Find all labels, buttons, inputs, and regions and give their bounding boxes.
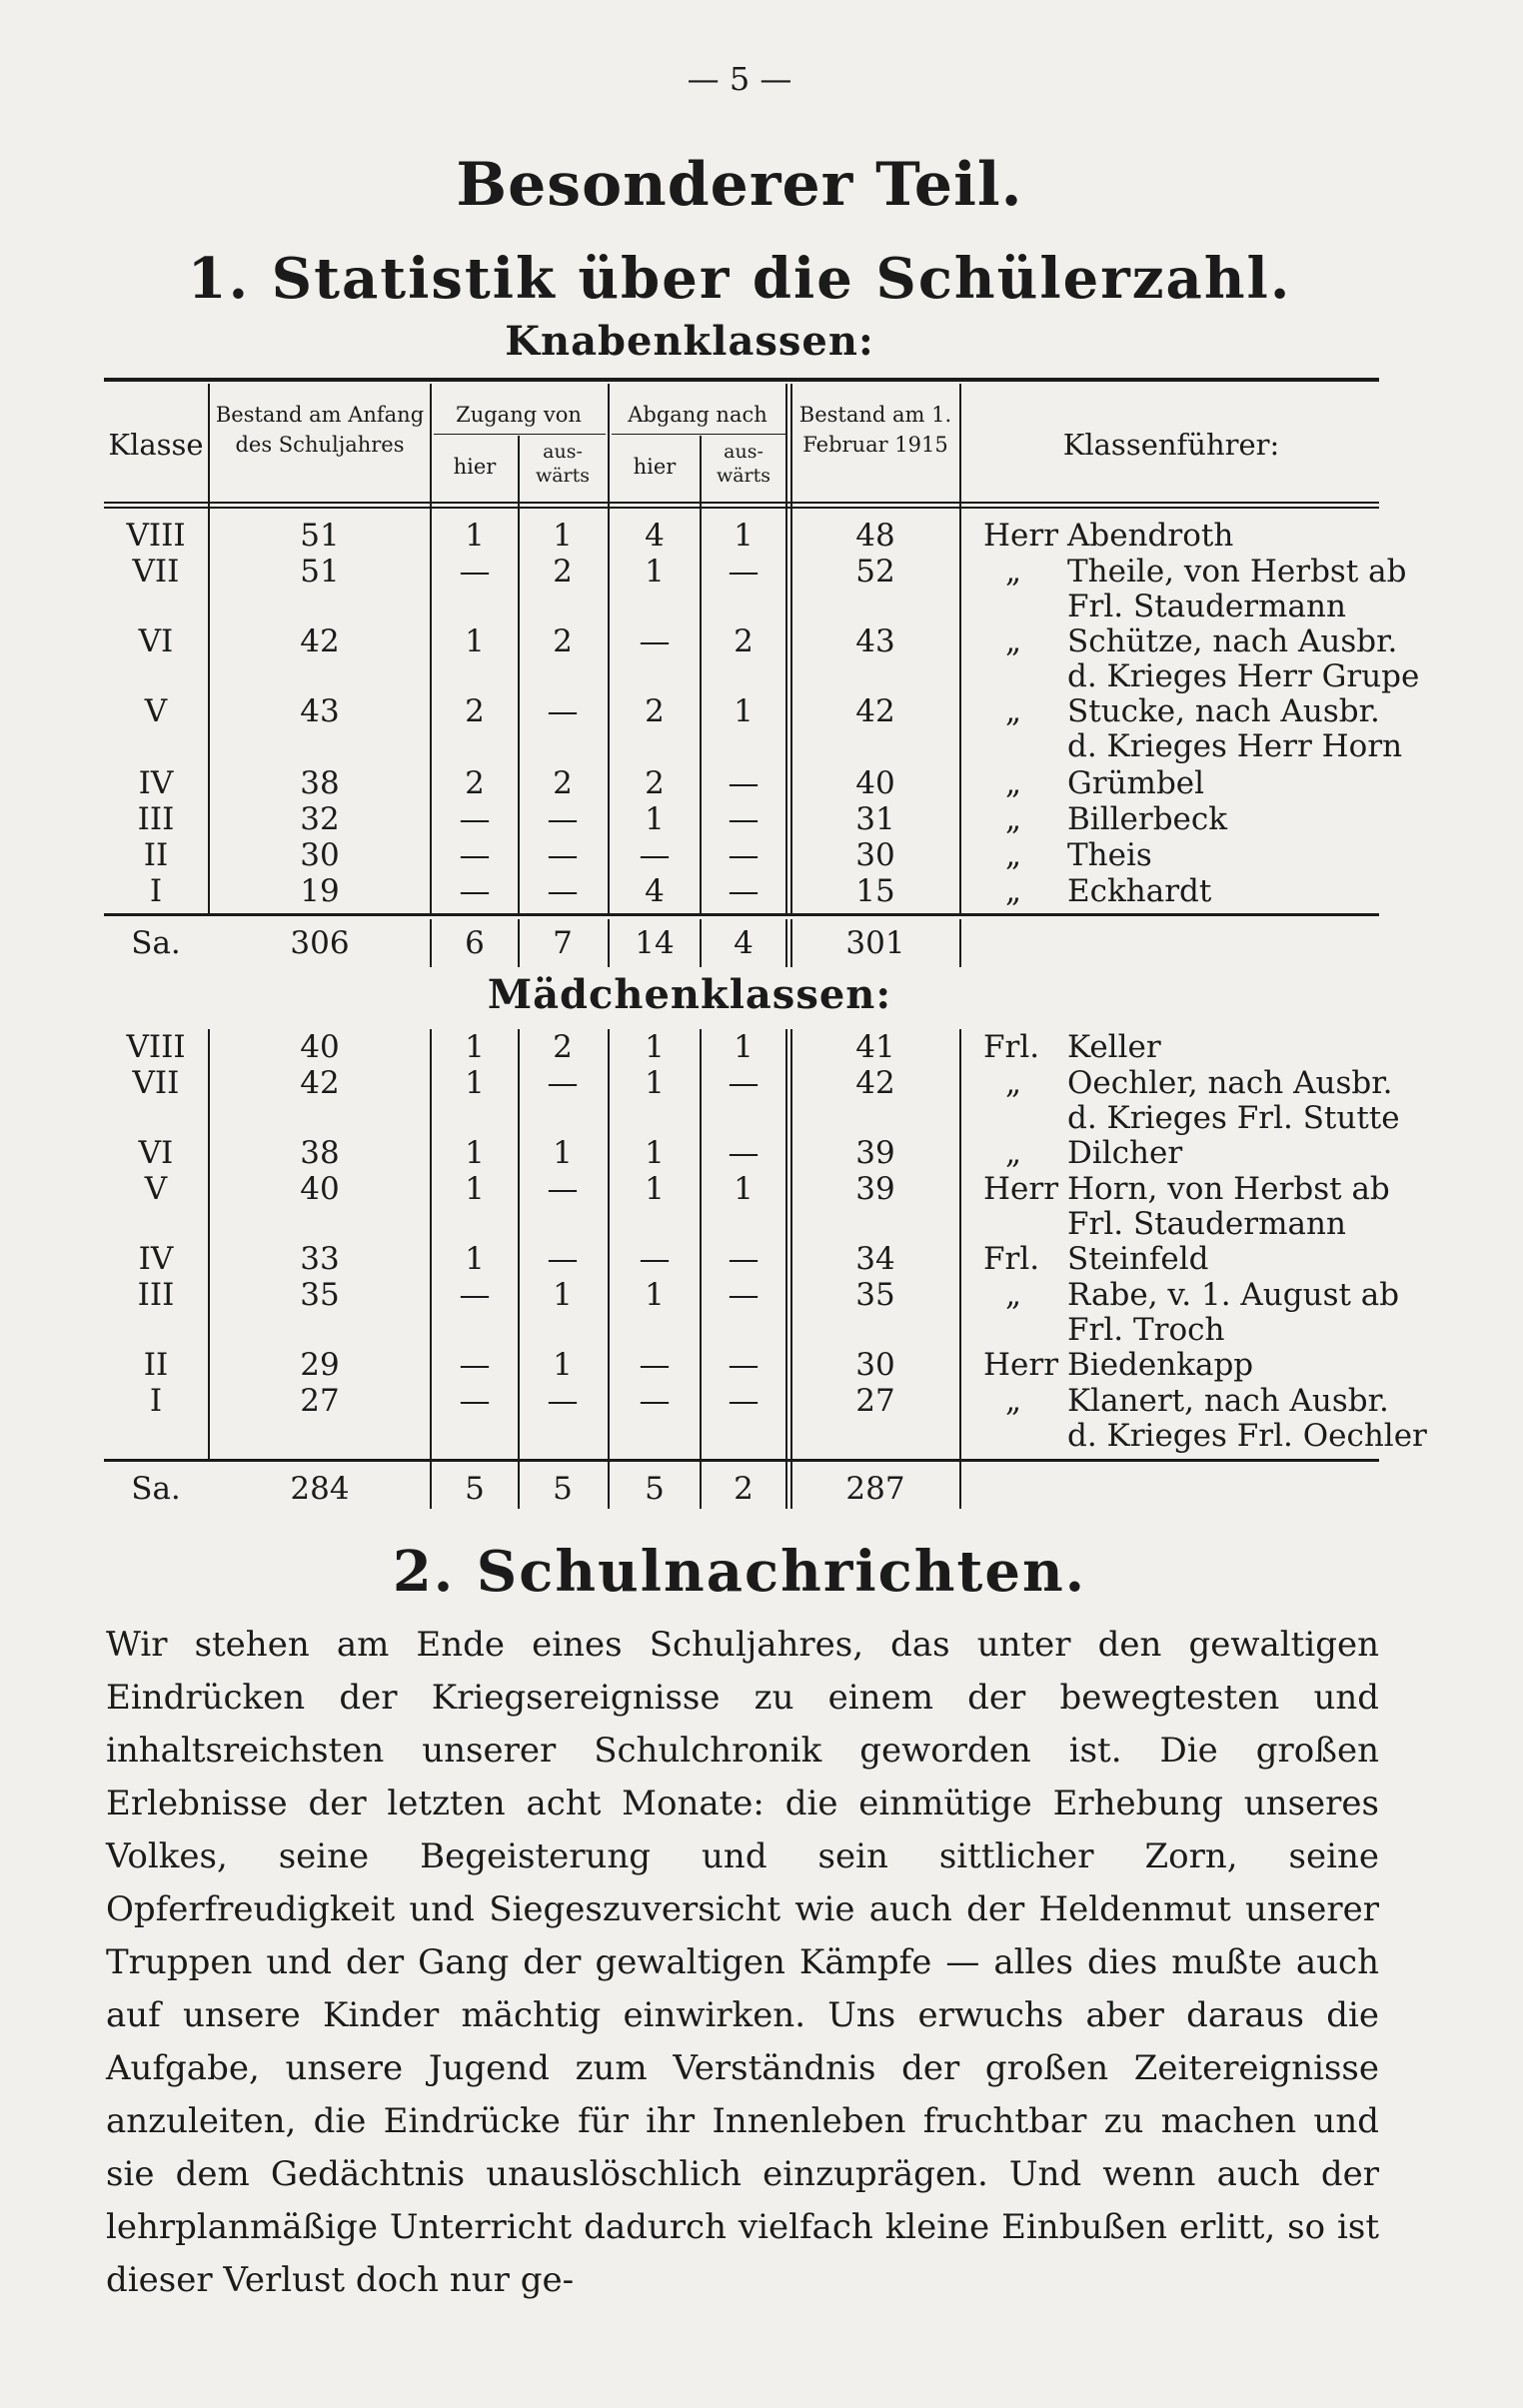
teacher-name: Biedenkapp xyxy=(1067,1347,1254,1383)
cell-ab-hier: 1 xyxy=(645,1135,665,1171)
teacher-prefix: „ xyxy=(1005,1383,1022,1419)
sum-zu-hier: 6 xyxy=(465,925,485,961)
section1-heading: 1. Statistik über die Schülerzahl. xyxy=(187,246,1292,312)
cell-zu-aus: 2 xyxy=(553,1029,573,1065)
cell-klasse: VII xyxy=(132,1065,180,1101)
cell-anfang: 38 xyxy=(300,765,340,801)
table-row xyxy=(0,765,1523,801)
sum-zu-aus: 7 xyxy=(553,925,573,961)
header-zugang-hier: hier xyxy=(453,455,497,479)
sum-feb: 301 xyxy=(845,925,905,961)
teacher-name: Stucke, nach Ausbr. xyxy=(1067,693,1380,729)
teacher-name: Oechler, nach Ausbr. xyxy=(1067,1065,1393,1101)
teacher-name: Keller xyxy=(1067,1029,1161,1065)
cell-ab-aus: — xyxy=(728,837,760,873)
cell-zu-hier: 1 xyxy=(465,1135,485,1171)
teacher-prefix: „ xyxy=(1005,623,1022,659)
cell-anfang: 40 xyxy=(300,1029,340,1065)
cell-zu-hier: — xyxy=(459,873,491,909)
teacher-prefix: „ xyxy=(1005,801,1022,837)
table-row xyxy=(0,518,1523,554)
cell-anfang: 51 xyxy=(300,554,340,590)
cell-ab-aus: 1 xyxy=(734,1029,754,1065)
cell-feb: 52 xyxy=(855,554,895,590)
header-abgang: Abgang nach xyxy=(628,403,767,427)
cell-ab-aus: — xyxy=(728,1065,760,1101)
cell-ab-aus: 2 xyxy=(734,623,754,659)
cell-zu-aus: 2 xyxy=(553,623,573,659)
teacher-name: Eckhardt xyxy=(1067,873,1212,909)
cell-anfang: 33 xyxy=(300,1241,340,1277)
cell-anfang: 38 xyxy=(300,1135,340,1171)
teacher-prefix: „ xyxy=(1005,693,1022,729)
cell-anfang: 42 xyxy=(300,623,340,659)
header-klasse: Klasse xyxy=(108,428,204,462)
cell-feb: 31 xyxy=(855,801,895,837)
cell-zu-aus: — xyxy=(547,1065,579,1101)
teacher-name-continued: d. Krieges Frl. Stutte xyxy=(1067,1100,1400,1136)
teacher-prefix: „ xyxy=(1005,1135,1022,1171)
cell-zu-aus: 1 xyxy=(553,518,573,554)
sum-anfang: 284 xyxy=(290,1471,350,1507)
teacher-prefix: „ xyxy=(1005,1277,1022,1313)
cell-ab-aus: — xyxy=(728,873,760,909)
girls-heading: Mädchenklassen: xyxy=(487,971,892,1018)
header-abgang-auswaerts: aus-wärts xyxy=(716,441,771,487)
cell-klasse: VIII xyxy=(126,518,186,554)
cell-zu-aus: — xyxy=(547,1171,579,1207)
cell-ab-aus: 1 xyxy=(734,518,754,554)
cell-klasse: V xyxy=(144,693,168,729)
cell-zu-hier: 1 xyxy=(465,1065,485,1101)
teacher-name: Billerbeck xyxy=(1067,801,1228,837)
cell-zu-aus: — xyxy=(547,873,579,909)
table-top-rule xyxy=(104,378,1379,382)
cell-zu-aus: — xyxy=(547,801,579,837)
cell-zu-hier: — xyxy=(459,837,491,873)
section2-heading: 2. Schulnachrichten. xyxy=(392,1539,1087,1605)
teacher-name-continued: Frl. Troch xyxy=(1067,1312,1225,1348)
cell-klasse: VI xyxy=(138,1135,174,1171)
cell-klasse: I xyxy=(149,1383,163,1419)
table-row xyxy=(0,1065,1523,1136)
header-rule-1 xyxy=(104,502,1379,504)
table-row xyxy=(0,1383,1523,1454)
cell-anfang: 29 xyxy=(300,1347,340,1383)
cell-zu-aus: 2 xyxy=(553,554,573,590)
table-row xyxy=(0,1277,1523,1348)
cell-feb: 30 xyxy=(855,837,895,873)
teacher-name: Schütze, nach Ausbr. xyxy=(1067,623,1398,659)
cell-zu-aus: 1 xyxy=(553,1347,573,1383)
cell-zu-hier: — xyxy=(459,801,491,837)
cell-ab-aus: 1 xyxy=(734,693,754,729)
cell-zu-hier: — xyxy=(459,1347,491,1383)
sum-zu-hier: 5 xyxy=(465,1471,485,1507)
cell-ab-hier: — xyxy=(639,837,671,873)
abgang-subrule xyxy=(612,434,785,435)
teacher-prefix: Herr xyxy=(983,1171,1059,1207)
cell-feb: 41 xyxy=(855,1029,895,1065)
teacher-prefix: Frl. xyxy=(983,1029,1040,1065)
cell-zu-hier: 1 xyxy=(465,1171,485,1207)
cell-klasse: VIII xyxy=(126,1029,186,1065)
teacher-name: Theile, von Herbst ab xyxy=(1067,554,1407,590)
cell-anfang: 19 xyxy=(300,873,340,909)
cell-klasse: Sa. xyxy=(131,925,181,961)
teacher-name-continued: d. Krieges Herr Horn xyxy=(1067,728,1403,764)
cell-ab-aus: — xyxy=(728,801,760,837)
teacher-prefix: Herr xyxy=(983,518,1059,554)
teacher-name: Grümbel xyxy=(1067,765,1205,801)
cell-feb: 27 xyxy=(855,1383,895,1419)
teacher-name: Dilcher xyxy=(1067,1135,1183,1171)
teacher-name: Horn, von Herbst ab xyxy=(1067,1171,1390,1207)
cell-feb: 39 xyxy=(855,1135,895,1171)
body-paragraph: Wir stehen am Ende eines Schuljahres, das unter den gewaltigen Eindrücken der Kriegsereignisse zu einem der bewegtesten und inhaltsreichsten unserer Schulchronik geworden ist. Die großen Erlebnisse der letzten acht Monate: die einmütige Erhebung unseres Volkes, seine Begeisterung und sein sittlicher Zorn, seine Opferfreudigkeit und Siegeszuversicht wie auch der Heldenmut unserer Truppen und der Gang der gewaltigen Kämpfe — alles dies mußte auch auf unsere Kinder mächtig einwirken. Uns erwuchs aber daraus die Aufgabe, unsere Jugend zum Verständnis der großen Zeitereignisse anzuleiten, die Eindrücke für ihr Innenleben fruchtbar zu machen und sie dem Gedächtnis unauslöschlich einzuprägen. Und wenn auch der lehrplanmäßige Unterricht dadurch vielfach kleine Einbußen erlitt, so ist dieser Verlust doch nur ge- xyxy=(106,1625,1379,2300)
header-rule-2 xyxy=(104,507,1379,509)
cell-feb: 34 xyxy=(855,1241,895,1277)
teacher-name-continued: d. Krieges Herr Grupe xyxy=(1067,658,1420,694)
cell-zu-hier: 1 xyxy=(465,518,485,554)
cell-klasse: Sa. xyxy=(131,1471,181,1507)
cell-ab-hier: 1 xyxy=(645,1277,665,1313)
teacher-name-continued: d. Krieges Frl. Oechler xyxy=(1067,1418,1427,1454)
cell-feb: 39 xyxy=(855,1171,895,1207)
cell-anfang: 43 xyxy=(300,693,340,729)
teacher-prefix: Frl. xyxy=(983,1241,1040,1277)
cell-zu-aus: — xyxy=(547,837,579,873)
sum-row xyxy=(0,925,1523,961)
cell-zu-aus: 2 xyxy=(553,765,573,801)
teacher-name-continued: Frl. Staudermann xyxy=(1067,1206,1346,1242)
teacher-name: Theis xyxy=(1067,837,1152,873)
table-row xyxy=(0,873,1523,909)
header-klassenfuehrer: Klassenführer: xyxy=(1062,428,1280,462)
cell-anfang: 27 xyxy=(300,1383,340,1419)
cell-ab-aus: — xyxy=(728,1347,760,1383)
cell-ab-aus: — xyxy=(728,765,760,801)
girls-sum-rule xyxy=(104,1459,1379,1462)
header-zugang: Zugang von xyxy=(456,403,582,427)
teacher-prefix: „ xyxy=(1005,1065,1022,1101)
header-bestand-anfang: Bestand am Anfang des Schuljahres xyxy=(215,403,425,457)
cell-zu-hier: 1 xyxy=(465,1029,485,1065)
page-number: — 5 — xyxy=(687,60,792,98)
cell-ab-aus: — xyxy=(728,1135,760,1171)
table-row xyxy=(0,837,1523,873)
cell-zu-hier: 1 xyxy=(465,1241,485,1277)
teacher-name-continued: Frl. Staudermann xyxy=(1067,589,1346,624)
table-row xyxy=(0,1171,1523,1242)
sum-ab-aus: 2 xyxy=(734,1471,754,1507)
cell-klasse: II xyxy=(143,837,169,873)
cell-anfang: 42 xyxy=(300,1065,340,1101)
header-abgang-hier: hier xyxy=(633,455,677,479)
cell-ab-aus: 1 xyxy=(734,1171,754,1207)
cell-ab-hier: 4 xyxy=(645,873,665,909)
cell-ab-hier: 1 xyxy=(645,554,665,590)
cell-anfang: 51 xyxy=(300,518,340,554)
cell-zu-aus: — xyxy=(547,1241,579,1277)
cell-zu-aus: 1 xyxy=(553,1135,573,1171)
cell-ab-aus: — xyxy=(728,1383,760,1419)
cell-feb: 40 xyxy=(855,765,895,801)
cell-ab-hier: — xyxy=(639,1347,671,1383)
teacher-prefix: Herr xyxy=(983,1347,1059,1383)
table-row xyxy=(0,801,1523,837)
cell-ab-hier: 2 xyxy=(645,765,665,801)
cell-zu-hier: — xyxy=(459,1383,491,1419)
cell-feb: 42 xyxy=(855,693,895,729)
table-row xyxy=(0,1347,1523,1383)
cell-zu-aus: — xyxy=(547,1383,579,1419)
boys-heading: Knabenklassen: xyxy=(505,318,874,365)
cell-ab-aus: — xyxy=(728,1241,760,1277)
cell-feb: 48 xyxy=(855,518,895,554)
cell-ab-hier: 1 xyxy=(645,801,665,837)
cell-ab-hier: 1 xyxy=(645,1171,665,1207)
teacher-name: Abendroth xyxy=(1067,518,1234,554)
cell-zu-hier: 2 xyxy=(465,765,485,801)
sum-anfang: 306 xyxy=(290,925,350,961)
teacher-prefix: „ xyxy=(1005,554,1022,590)
header-zugang-auswaerts: aus-wärts xyxy=(535,441,591,487)
sum-zu-aus: 5 xyxy=(553,1471,573,1507)
table-row xyxy=(0,1135,1523,1171)
teacher-prefix: „ xyxy=(1005,873,1022,909)
cell-anfang: 35 xyxy=(300,1277,340,1313)
cell-klasse: VII xyxy=(132,554,180,590)
cell-klasse: III xyxy=(137,1277,175,1313)
sum-row xyxy=(0,1471,1523,1507)
zugang-subrule xyxy=(434,434,606,435)
cell-feb: 30 xyxy=(855,1347,895,1383)
cell-zu-aus: 1 xyxy=(553,1277,573,1313)
cell-klasse: IV xyxy=(138,1241,174,1277)
cell-ab-hier: — xyxy=(639,623,671,659)
cell-feb: 42 xyxy=(855,1065,895,1101)
cell-klasse: I xyxy=(149,873,163,909)
cell-zu-hier: 2 xyxy=(465,693,485,729)
sum-ab-hier: 14 xyxy=(635,925,675,961)
cell-zu-hier: 1 xyxy=(465,623,485,659)
cell-ab-hier: 1 xyxy=(645,1065,665,1101)
cell-ab-hier: 2 xyxy=(645,693,665,729)
cell-anfang: 40 xyxy=(300,1171,340,1207)
teacher-prefix: „ xyxy=(1005,765,1022,801)
sum-ab-aus: 4 xyxy=(734,925,754,961)
cell-ab-aus: — xyxy=(728,1277,760,1313)
cell-ab-hier: 4 xyxy=(645,518,665,554)
table-row xyxy=(0,554,1523,624)
cell-klasse: VI xyxy=(138,623,174,659)
sum-feb: 287 xyxy=(845,1471,905,1507)
table-row xyxy=(0,693,1523,764)
teacher-name: Steinfeld xyxy=(1067,1241,1209,1277)
teacher-name: Rabe, v. 1. August ab xyxy=(1067,1277,1400,1313)
cell-ab-hier: 1 xyxy=(645,1029,665,1065)
cell-ab-hier: — xyxy=(639,1241,671,1277)
cell-feb: 15 xyxy=(855,873,895,909)
cell-feb: 43 xyxy=(855,623,895,659)
cell-zu-hier: — xyxy=(459,1277,491,1313)
table-row xyxy=(0,1029,1523,1065)
cell-klasse: II xyxy=(143,1347,169,1383)
boys-sum-rule xyxy=(104,913,1379,916)
teacher-name: Klanert, nach Ausbr. xyxy=(1067,1383,1389,1419)
cell-feb: 35 xyxy=(855,1277,895,1313)
cell-klasse: V xyxy=(144,1171,168,1207)
cell-klasse: III xyxy=(137,801,175,837)
sum-ab-hier: 5 xyxy=(645,1471,665,1507)
cell-anfang: 32 xyxy=(300,801,340,837)
cell-ab-aus: — xyxy=(728,554,760,590)
cell-klasse: IV xyxy=(138,765,174,801)
table-row xyxy=(0,623,1523,694)
cell-zu-aus: — xyxy=(547,693,579,729)
table-row xyxy=(0,1241,1523,1277)
main-heading: Besonderer Teil. xyxy=(456,150,1023,220)
cell-ab-hier: — xyxy=(639,1383,671,1419)
header-bestand-feb: Bestand am 1. Februar 1915 xyxy=(798,403,952,457)
cell-zu-hier: — xyxy=(459,554,491,590)
cell-anfang: 30 xyxy=(300,837,340,873)
teacher-prefix: „ xyxy=(1005,837,1022,873)
